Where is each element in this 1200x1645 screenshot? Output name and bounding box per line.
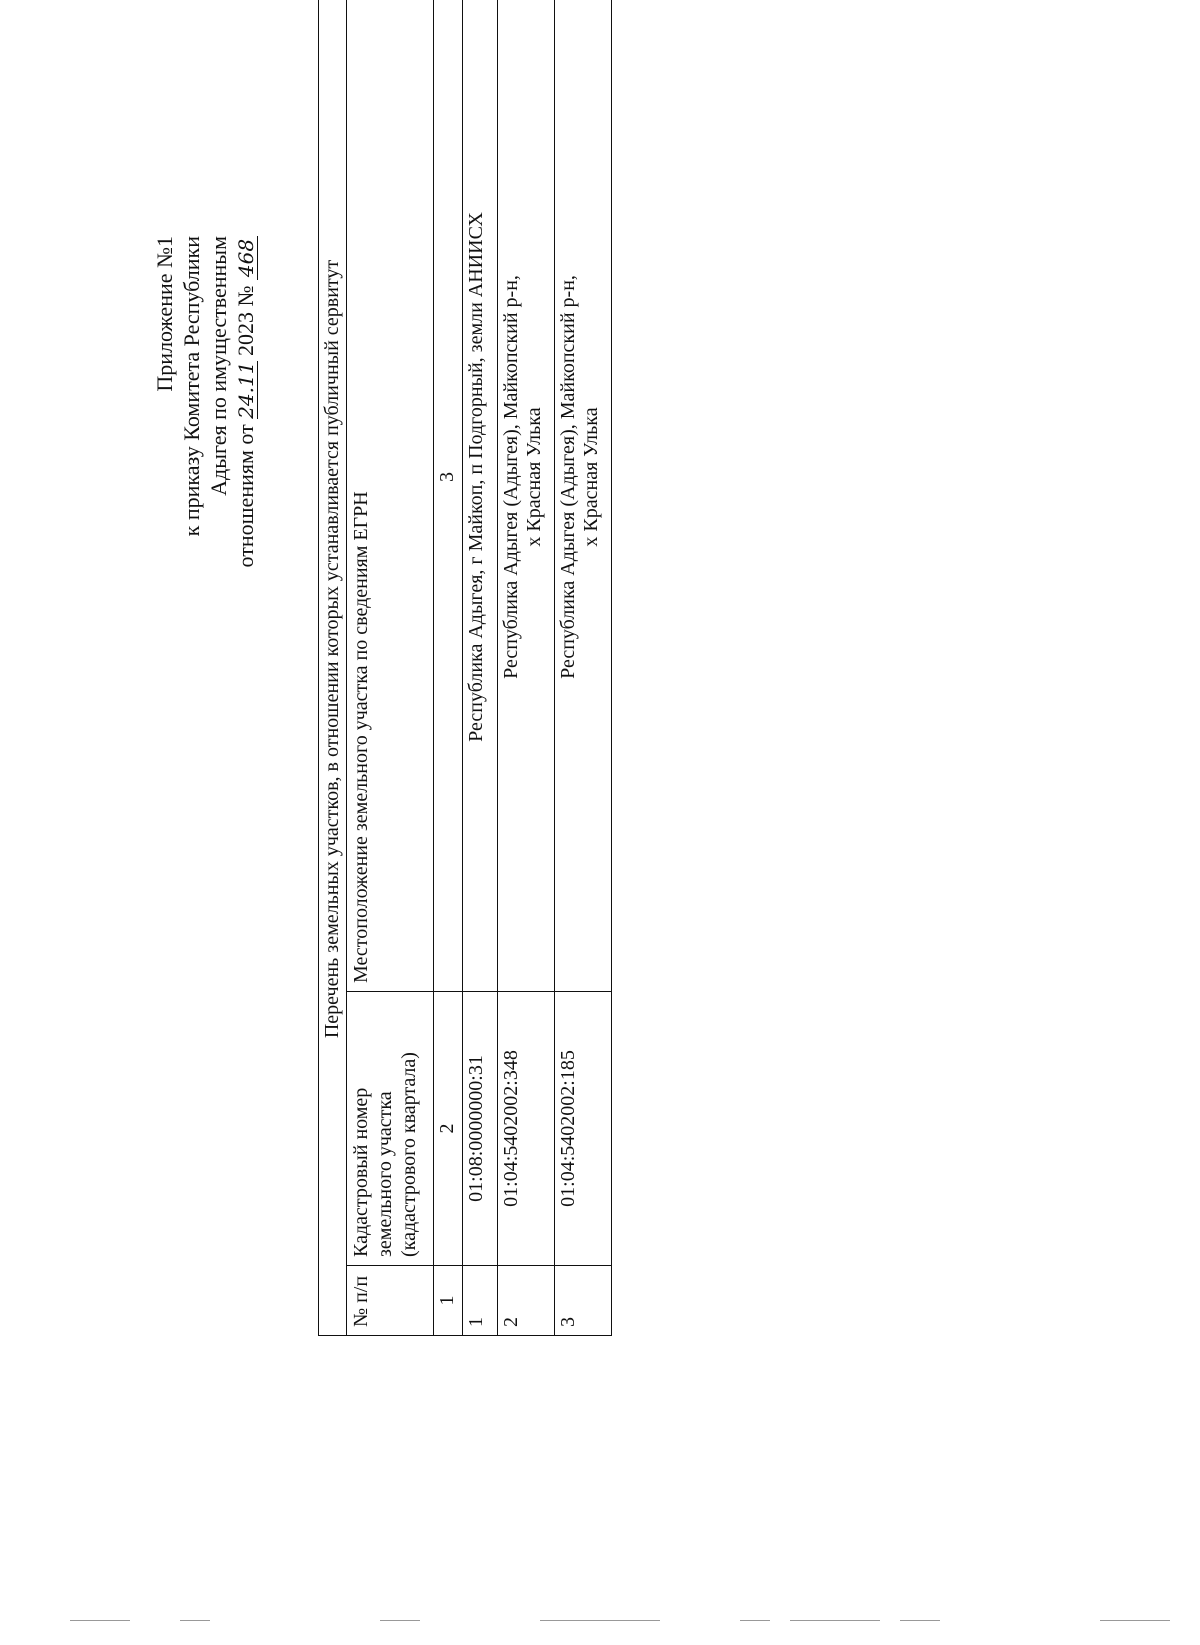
row-number: 2 — [498, 1266, 555, 1336]
cadastral-number: 01:08:0000000:31 — [463, 992, 498, 1266]
column-number-1: 1 — [434, 1266, 463, 1336]
column-number-3: 3 — [434, 0, 463, 992]
plot-location-line1: Республика Адыгея (Адыгея), Майкопский р-н, — [500, 275, 522, 679]
rotated-page — [148, 146, 1028, 1566]
plot-location-line2: х Красная Улька — [523, 407, 545, 547]
cadastral-number: 01:04:5402002:185 — [555, 992, 612, 1266]
plot-location-line1: Республика Адыгея (Адыгея), Майкопский р-н, — [557, 275, 579, 679]
cadastral-number: 01:04:5402002:348 — [498, 992, 555, 1266]
plot-location-line2: х Красная Улька — [580, 407, 602, 547]
table-row — [463, 0, 498, 1336]
row-number: 1 — [463, 1266, 498, 1336]
plot-location — [498, 0, 555, 992]
table-row — [555, 0, 612, 1336]
plot-location: Республика Адыгея, г Майкоп, п Подгорный, земли АНИИСХ — [463, 0, 498, 992]
committee-name: Адыгея по имущественным — [206, 236, 231, 496]
column-header-location: Местоположение земельного участка по сведениям ЕГРН — [347, 0, 434, 992]
column-header-number: № п/п — [347, 1266, 434, 1336]
scan-artifacts — [0, 1620, 1200, 1640]
table-row — [498, 0, 555, 1336]
order-year: 2023 № — [233, 285, 258, 356]
row-number: 3 — [555, 1266, 612, 1336]
appendix-header — [151, 236, 259, 567]
land-plots-table — [318, 0, 612, 1336]
plot-location — [555, 0, 612, 992]
order-date-line — [232, 236, 259, 567]
column-number-2: 2 — [434, 992, 463, 1266]
handwritten-number: 468 — [235, 236, 258, 280]
appendix-number: Приложение №1 — [152, 236, 177, 392]
column-header-cadastral: Кадастровый номер земельного участка (кадастрового квартала) — [347, 992, 434, 1266]
table-title: Перечень земельных участков, в отношении которых устанавливается публичный сервитут — [319, 0, 347, 1336]
handwritten-date: 24.11 — [234, 361, 258, 419]
date-prefix: отношениям от — [233, 424, 258, 568]
order-reference: к приказу Комитета Республики — [179, 236, 204, 537]
